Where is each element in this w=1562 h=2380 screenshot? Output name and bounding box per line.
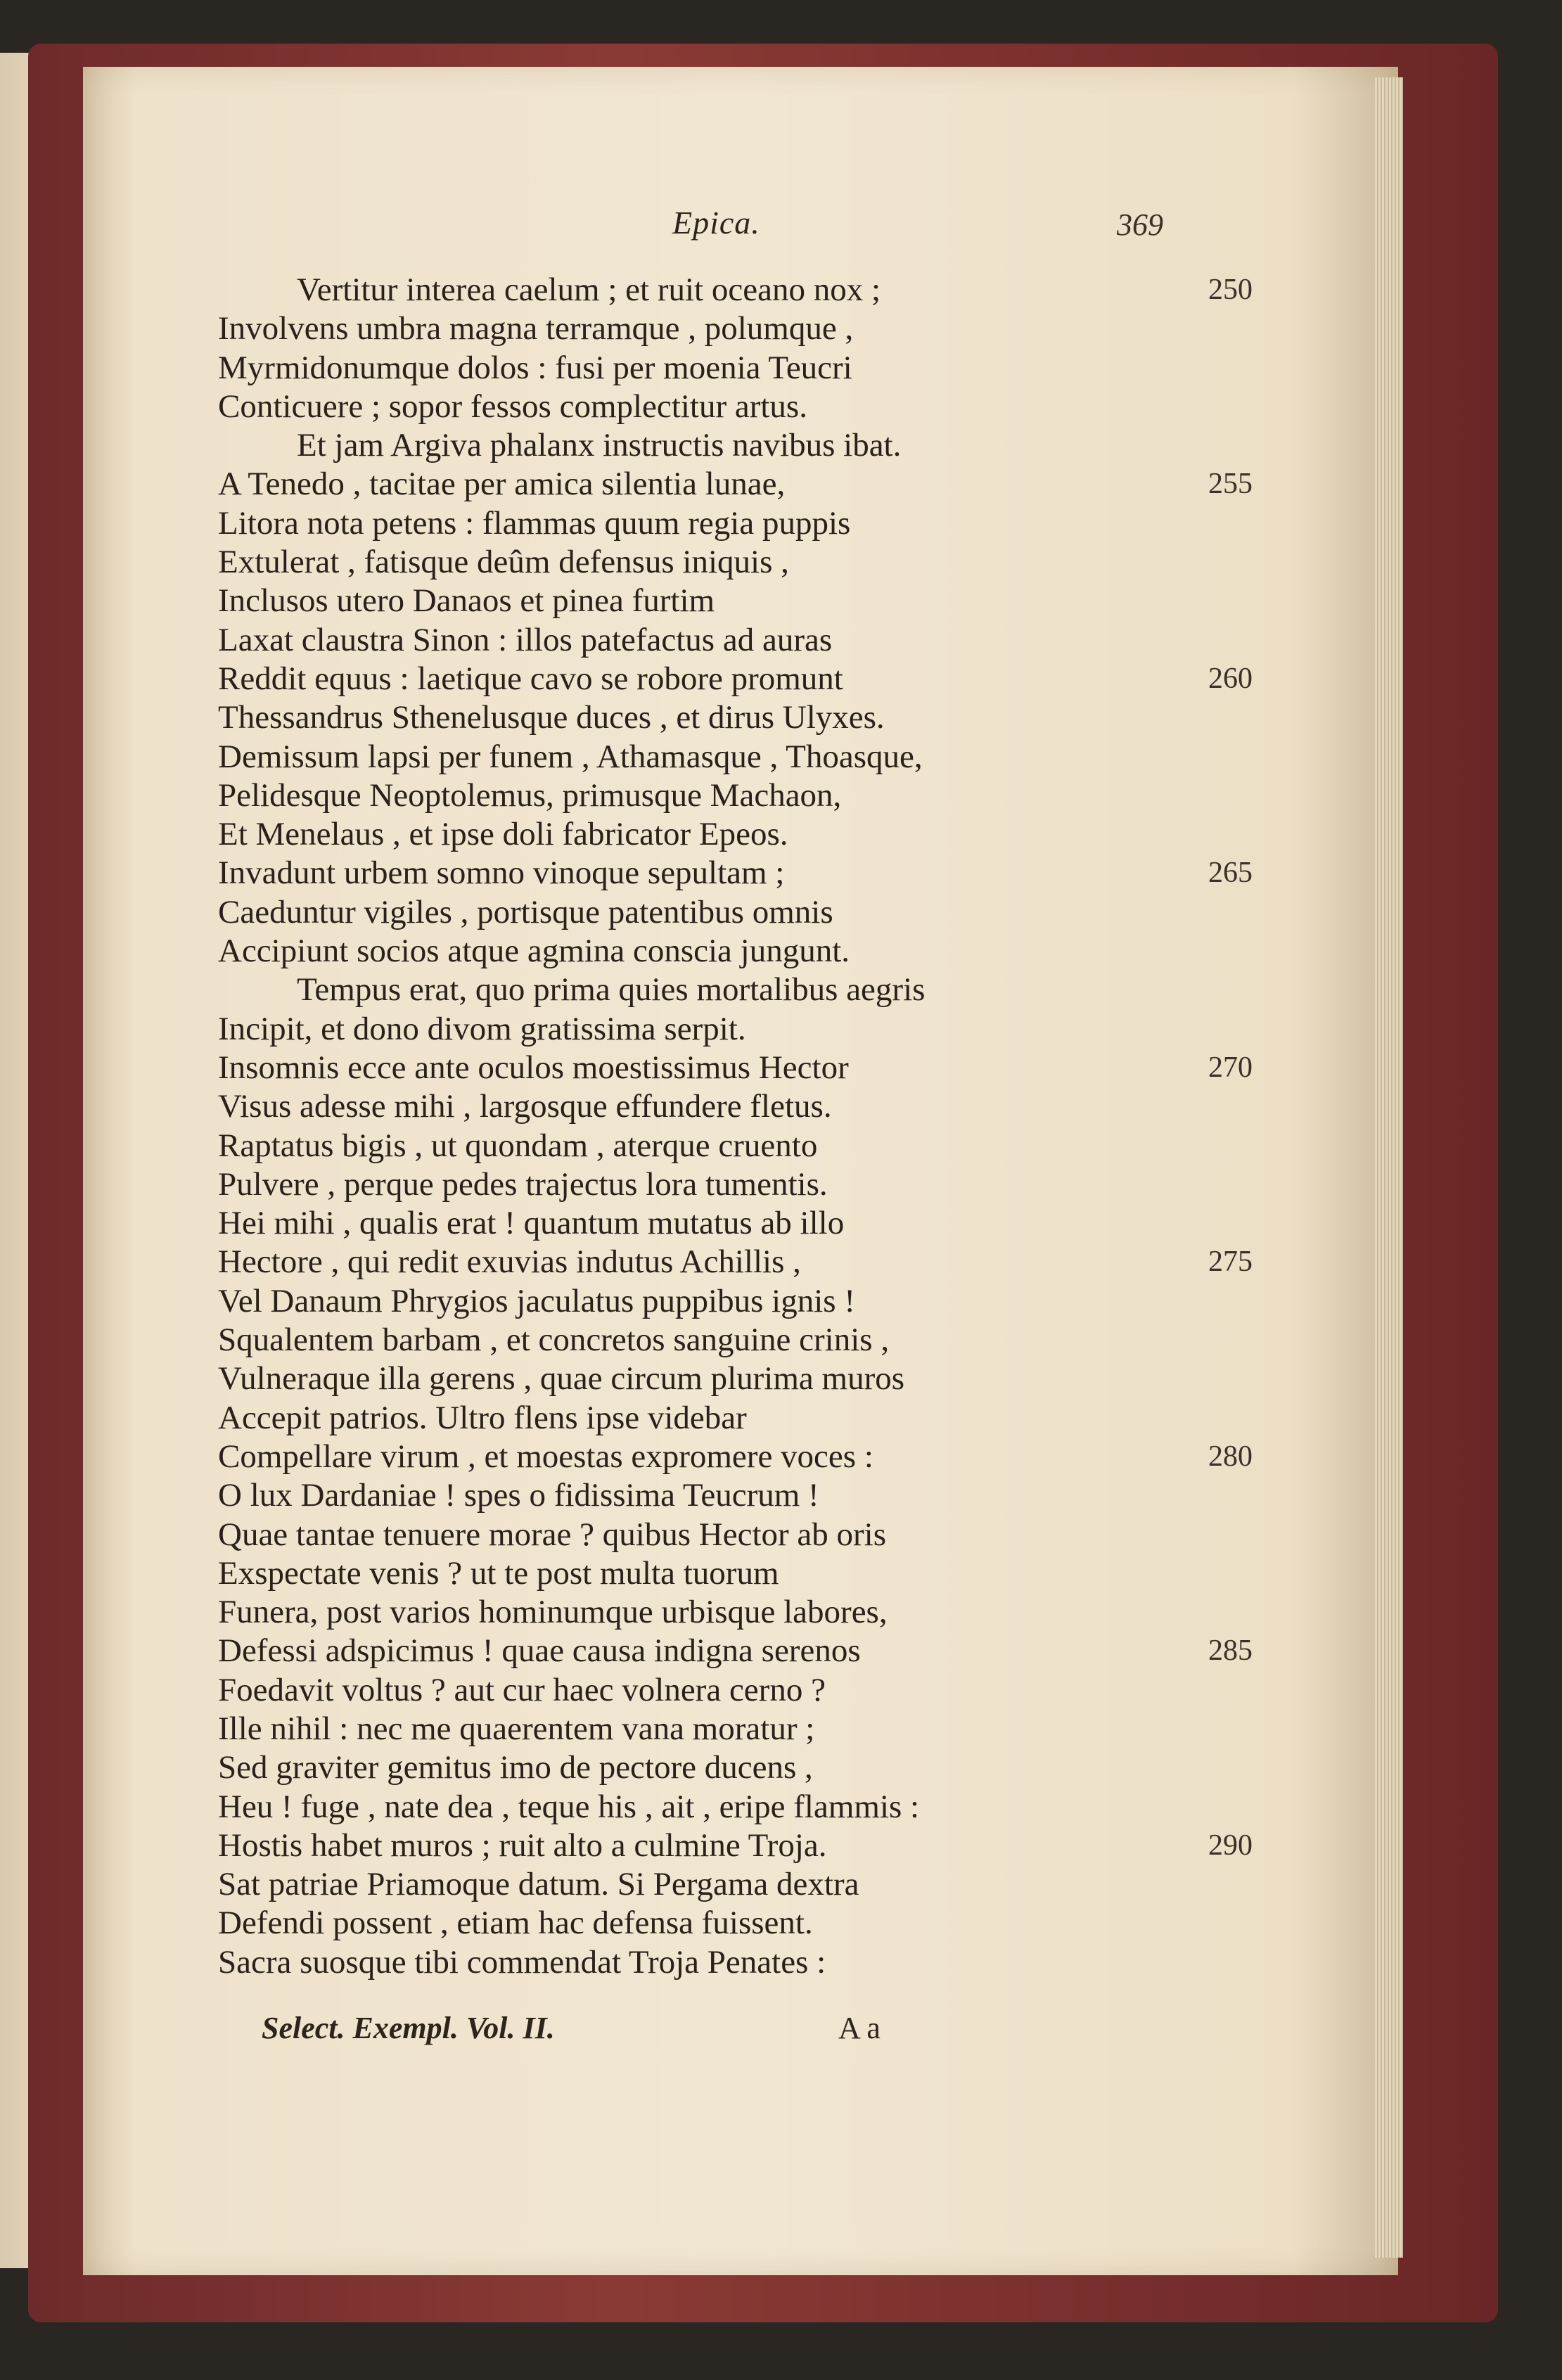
verse-line-text: Hectore , qui redit exuvias indutus Achillis ,: [218, 1243, 801, 1281]
verse-line: [218, 1593, 1315, 1632]
verse-line-text: Extulerat , fatisque deûm defensus iniquis ,: [218, 544, 789, 581]
verse-line-text: Visus adesse mihi , largosque effundere fletus.: [218, 1088, 832, 1125]
verse-line: [218, 1516, 1315, 1554]
verse-line-text: Pulvere , perque pedes trajectus lora tumentis.: [218, 1165, 828, 1203]
verse-line-text: Vel Danaum Phrygios jaculatus puppibus ignis !: [218, 1282, 855, 1319]
verse-line: [218, 1632, 1315, 1670]
verse-line: [218, 738, 1315, 776]
verse-line: [218, 271, 1315, 309]
verse-line-text: Pelidesque Neoptolemus, primusque Machaon,: [218, 776, 842, 814]
page-edges: [1375, 77, 1403, 2258]
page-footer: [262, 2010, 881, 2046]
running-head: Epica.: [672, 205, 760, 241]
verse-line: [218, 1904, 1315, 1943]
verse-line: [218, 1321, 1315, 1359]
verse-line: [218, 1710, 1315, 1748]
verse-line-text: Litora nota petens : flammas quum regia puppis: [218, 504, 851, 542]
verse-line: [218, 932, 1315, 971]
verse-text: [218, 271, 1315, 1982]
page-header: [83, 204, 1398, 260]
verse-line: [218, 1049, 1315, 1087]
line-number: 270: [1208, 1051, 1253, 1084]
verse-line: [218, 1399, 1315, 1438]
verse-line-text: Invadunt urbem somno vinoque sepultam ;: [218, 855, 785, 892]
line-number: 255: [1208, 468, 1253, 501]
verse-line: [218, 893, 1315, 932]
verse-line: [218, 1788, 1315, 1826]
verse-line: [218, 1748, 1315, 1787]
verse-line: [218, 698, 1315, 737]
verse-line: [218, 660, 1315, 698]
verse-line: [218, 309, 1315, 348]
verse-line: [218, 1438, 1315, 1476]
verse-line: [218, 465, 1315, 504]
verse-line-text: Inclusos utero Danaos et pinea furtim: [218, 582, 715, 620]
verse-line-text: Compellare virum , et moestas expromere voces :: [218, 1438, 873, 1475]
line-number: 275: [1208, 1246, 1253, 1279]
series-title: Select. Exempl. Vol. II.: [262, 2011, 555, 2045]
verse-line-text: Reddit equus : laetique cavo se robore promunt: [218, 660, 843, 697]
line-number: 290: [1208, 1829, 1253, 1862]
verse-line: [218, 1943, 1315, 1982]
verse-line: [218, 543, 1315, 582]
verse-line: [218, 1282, 1315, 1321]
verse-line-text: Heu ! fuge , nate dea , teque his , ait , eripe flammis :: [218, 1788, 920, 1825]
verse-line: [218, 426, 1315, 465]
verse-line: [218, 1359, 1315, 1398]
verse-line-text: Et jam Argiva phalanx instructis navibus ibat.: [297, 427, 902, 464]
verse-line-text: Sed graviter gemitus imo de pectore ducens ,: [218, 1749, 813, 1786]
verse-line-text: Accepit patrios. Ultro flens ipse videbar: [218, 1399, 747, 1436]
verse-line-text: Quae tantae tenuere morae ? quibus Hector ab oris: [218, 1516, 887, 1553]
verse-line-text: Foedavit voltus ? aut cur haec volnera cerno ?: [218, 1671, 826, 1708]
verse-line-text: Et Menelaus , et ipse doli fabricator Epeos.: [218, 816, 788, 853]
verse-line-text: Sat patriae Priamoque datum. Si Pergama dextra: [218, 1866, 859, 1903]
verse-line: [218, 1671, 1315, 1710]
verse-line-text: Defendi possent , etiam hac defensa fuissent.: [218, 1905, 813, 1942]
verse-line-text: Raptatus bigis , ut quondam , aterque cruento: [218, 1127, 818, 1164]
verse-line: [218, 815, 1315, 854]
verse-line: [218, 349, 1315, 388]
line-number: 260: [1208, 662, 1253, 695]
verse-line-text: Sacra suosque tibi commendat Troja Penates :: [218, 1943, 826, 1981]
verse-line-text: Involvens umbra magna terramque , polumque ,: [218, 310, 854, 347]
verse-line: [218, 776, 1315, 815]
verse-line-text: Demissum lapsi per funem , Athamasque , Thoasque,: [218, 738, 923, 775]
verse-line-text: Caeduntur vigiles , portisque patentibus omnis: [218, 893, 833, 930]
page-number: 369: [1117, 207, 1163, 242]
verse-line-text: Conticuere ; sopor fessos complectitur artus.: [218, 388, 807, 425]
verse-line-text: Tempus erat, quo prima quies mortalibus aegris: [297, 971, 926, 1009]
verse-line-text: Myrmidonumque dolos : fusi per moenia Teucri: [218, 349, 852, 386]
verse-line: [218, 854, 1315, 892]
verse-line-text: Laxat claustra Sinon : illos patefactus ad auras: [218, 621, 833, 658]
verse-line: [218, 971, 1315, 1009]
verse-line-text: Insomnis ecce ante oculos moestissimus Hector: [218, 1049, 849, 1086]
verse-line: [218, 1127, 1315, 1165]
line-number: 250: [1208, 274, 1253, 306]
line-number: 285: [1208, 1634, 1253, 1668]
verse-line: [218, 1554, 1315, 1593]
verse-line-text: O lux Dardaniae ! spes o fidissima Teucrum !: [218, 1477, 819, 1514]
verse-line-text: Vertitur interea caelum ; et ruit oceano nox ;: [297, 271, 881, 308]
verse-line: [218, 1826, 1315, 1865]
verse-line: [218, 1087, 1315, 1126]
line-number: 265: [1208, 857, 1253, 890]
verse-line-text: Incipit, et dono divom gratissima serpit.: [218, 1010, 746, 1047]
verse-line-text: Hei mihi , qualis erat ! quantum mutatus ab illo: [218, 1205, 845, 1242]
verse-line-text: A Tenedo , tacitae per amica silentia lunae,: [218, 466, 786, 503]
verse-line-text: Funera, post varios hominumque urbisque labores,: [218, 1594, 888, 1631]
verse-line-text: Accipiunt socios atque agmina conscia jungunt.: [218, 933, 850, 970]
verse-line-text: Thessandrus Sthenelusque duces , et dirus Ulyxes.: [218, 699, 885, 736]
line-number: 280: [1208, 1440, 1253, 1473]
verse-line-text: Ille nihil : nec me quaerentem vana moratur ;: [218, 1710, 815, 1747]
signature-mark: A a: [838, 2011, 881, 2045]
verse-line-text: Squalentem barbam , et concretos sanguine crinis ,: [218, 1322, 890, 1359]
verse-line: [218, 504, 1315, 543]
verse-line: [218, 1243, 1315, 1281]
verse-line-text: Vulneraque illa gerens , quae circum plurima muros: [218, 1360, 905, 1397]
verse-line: [218, 621, 1315, 660]
verse-line-text: Defessi adspicimus ! quae causa indigna serenos: [218, 1632, 861, 1670]
verse-line: [218, 388, 1315, 426]
verse-line-text: Exspectate venis ? ut te post multa tuorum: [218, 1554, 779, 1592]
verse-line: [218, 1865, 1315, 1904]
verse-line: [218, 1010, 1315, 1049]
verse-line: [218, 582, 1315, 620]
verse-line-text: Hostis habet muros ; ruit alto a culmine Troja.: [218, 1826, 827, 1864]
verse-line: [218, 1204, 1315, 1243]
verse-line: [218, 1165, 1315, 1204]
verse-line: [218, 1476, 1315, 1515]
